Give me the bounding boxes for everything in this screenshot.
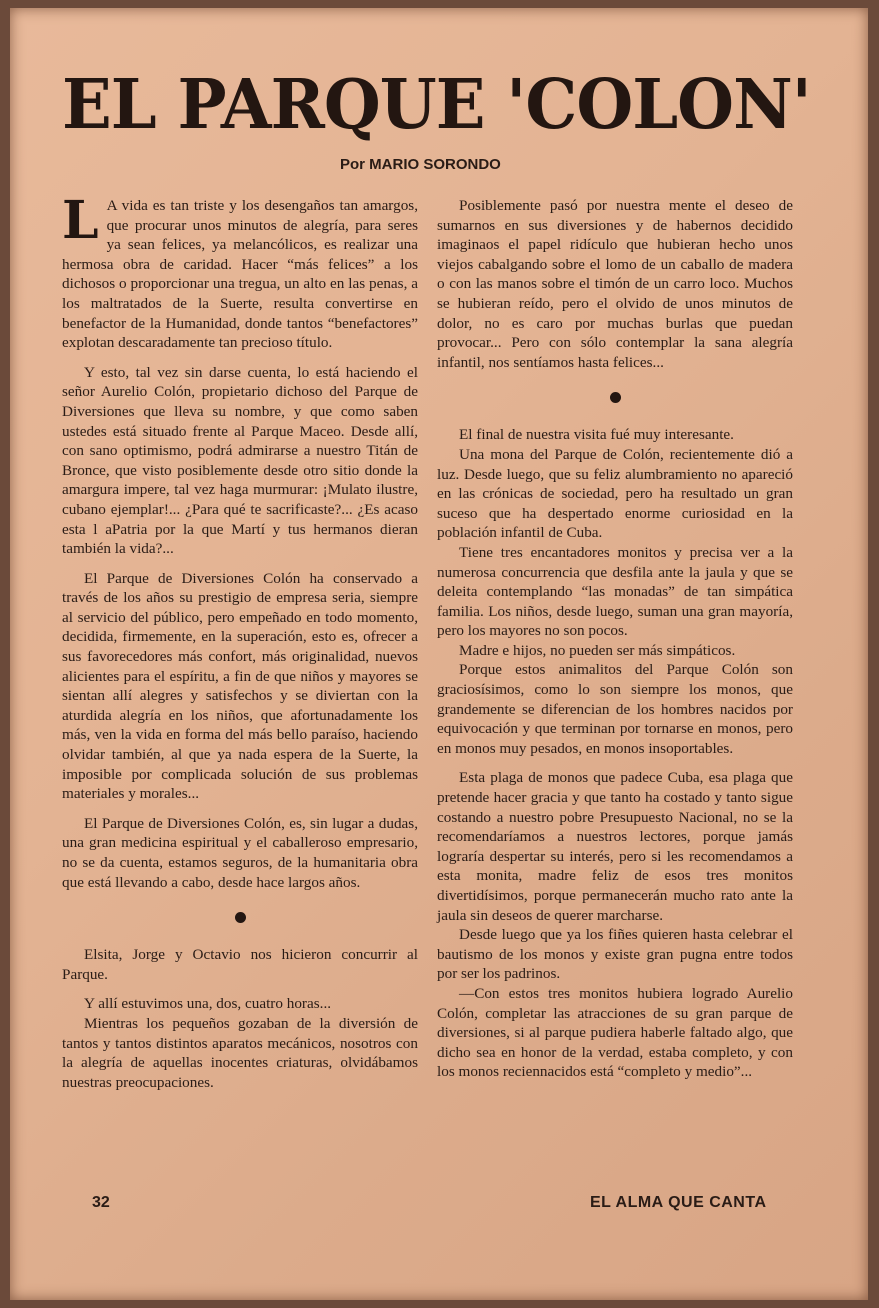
right-column: [437, 196, 793, 1082]
page-number: 32: [92, 1194, 110, 1211]
paragraph: Y esto, tal vez sin darse cuenta, lo está haciendo el señor Aurelio Colón, propietario dichoso del Parque de Diversiones que lleva su nombre, y que como saben ustedes está situado frente al Parque Maceo. Desde allí, con sano optimismo, podrá admirarse a nuestro Titán de Bronce, que visto posiblemente desde otro sitio donde la amargura impere, tal vez haga murmurar: ¡Mulato ilustre, cubano ejemplar!... ¿Para qué te sacrificaste?... ¿Es acaso esta l aPatria por la que Martí y tus hermanos dieran también la vida?...: [62, 363, 418, 558]
paragraph: Desde luego que ya los fiñes quieren hasta celebrar el bautismo de los monos y existe gran pugna entre todos por ser los padrinos.: [437, 926, 793, 983]
paragraph: Porque estos animalitos del Parque Colón son graciosísimos, como lo son siempre los monos, que grandemente se diferencian de los hombres nacidos por equivocación y que terminan por tornarse en monos, pero en monos muy pesados, en monos insoportables.: [437, 661, 793, 757]
section-bullet: [235, 912, 246, 923]
magazine-name: EL ALMA QUE CANTA: [590, 1194, 767, 1211]
paragraph: El Parque de Diversiones Colón, es, sin lugar a dudas, una gran medicina espiritual y el caballeroso empresario, no se da cuenta, estamos seguros, de la humanitaria obra que está llevando a cabo, desde hace largos años.: [62, 814, 418, 891]
paragraph: Una mona del Parque de Colón, recientemente dió a luz. Desde luego, que su feliz alumbramiento no apareció en las crónicas de sociedad, pero ha resultado un gran suceso que ha despertado enorme curiosidad en la población infantil de Cuba.: [437, 445, 793, 542]
paragraph: Tiene tres encantadores monitos y precisa ver a la numerosa concurrencia que desfila ante la jaula y que se deleita contemplando “las monadas” de tan simpática familia. Los niños, desde luego, suman una gran mayoría, pero los mayores no son pocos.: [437, 543, 793, 640]
paragraph: El Parque de Diversiones Colón ha conservado a través de los años su prestigio de empresa seria, siempre al servicio del público, pero empeñado en todo momento, decidida, firmemente, en la superación, esto es, ofrecer a sus favorecedores más confort, más originalidad, nuevos alicientes para el espíritu, a fin de que niños y mayores se sientan allí alegres y satisfechos y se diviertan con la aturdida alegría en los niños, que afortunadamente los más, ven la vida en forma del más bello paraíso, haciendo olvidar también, al que ya nada espera de la Suerte, la imposible por complicada solución de sus problemas materiales y morales...: [62, 569, 418, 803]
paragraph: Esta plaga de monos que padece Cuba, esa plaga que pretende hacer gracia y que tanto ha costado y tanto sigue costando a nuestro pobre Presupuesto Nacional, no se la recomendaríamos a nuestros lectores, porque jamás lograría despertar su interés, pero si les recomendamos a esta monita, madre feliz de esos tres monitos divertidísimos, porque permanecerán mucho rato ante la jaula sin deseos de querer marcharse.: [437, 769, 793, 924]
magazine-page: [10, 8, 868, 1300]
paragraph: Madre e hijos, no pueden ser más simpáticos.: [459, 641, 736, 659]
section-bullet: [610, 392, 621, 403]
paragraph: Mientras los pequeños gozaban de la diversión de tantos y tantos distintos aparatos mecánicos, nosotros con la alegría de aquellas inocentes criaturas, olvidábamos nuestras preocupaciones.: [62, 1014, 418, 1091]
byline: Por MARIO SORONDO: [340, 156, 501, 173]
article-title: EL PARQUE 'COLON': [62, 65, 811, 145]
left-column: [62, 190, 418, 1092]
paragraph: El final de nuestra visita fué muy interesante.: [459, 426, 734, 444]
drop-cap: L: [62, 190, 99, 251]
paragraph: Posiblemente pasó por nuestra mente el deseo de sumarnos en sus diversiones y de habernos decidido imaginaos el papel ridículo que hubieran hecho unos viejos cabalgando sobre el lomo de un caballo de madera o con las manos sobre el timón de un carro loco. Muchos se hubieran reído, pero el olvido de unos minutos de dolor, no es caro por muchas burlas que puedan provocar... Pero con sólo contemplar la sana alegría infantil, nos sentíamos hasta felices...: [437, 197, 793, 371]
paragraph: —Con estos tres monitos hubiera logrado Aurelio Colón, completar las atracciones de su gran parque de diversiones, si al parque pudiera haberle faltado algo, que dicho sea en honor de la verdad, estaba completo, y con los monos reciennacidos está “completo y medio”...: [437, 984, 793, 1081]
paragraph: Elsita, Jorge y Octavio nos hicieron concurrir al Parque.: [62, 946, 418, 983]
paragraph: [62, 190, 418, 353]
paragraph-text: A vida es tan triste y los desengaños tan amargos, que procurar unos minutos de alegría, para seres ya sean felices, ya melancólicos, es realizar una hermosa obra de caridad. Hacer “más felices” a los dichosos o proporcionar una tregua, un alto en las penas, a los maltratados de la Suerte, resulta convertirse en benefactor de la Humanidad, donde tantos “benefactores” explotan descaradamente tan precioso título.: [62, 197, 418, 352]
paragraph: Y allí estuvimos una, dos, cuatro horas...: [84, 995, 332, 1013]
